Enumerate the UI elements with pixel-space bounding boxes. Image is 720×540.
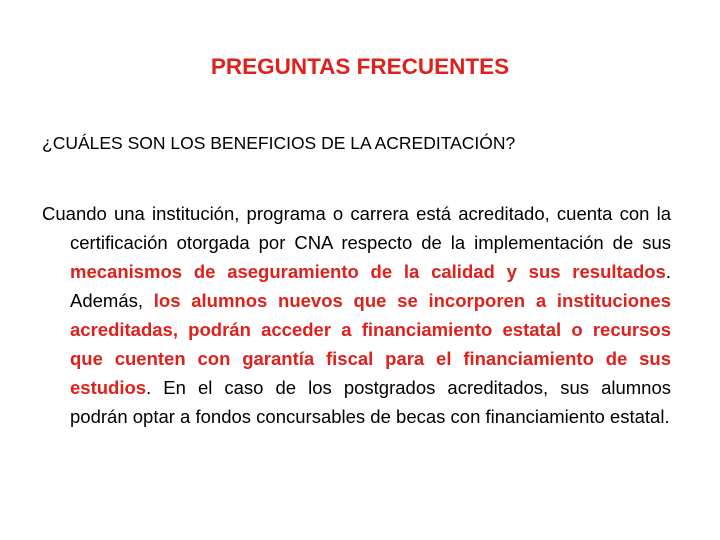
faq-question: ¿CUÁLES SON LOS BENEFICIOS DE LA ACREDITACIÓN? bbox=[42, 133, 516, 153]
answer-text-3: . En el caso de los postgrados acreditados, sus alumnos podrán optar a fondos concursables de becas con financiamiento estatal. bbox=[70, 377, 671, 427]
faq-answer bbox=[42, 199, 671, 431]
answer-text-1: Cuando una institución, programa o carrera está acreditado, cuenta con la certificación otorgada por CNA respecto de la implementación de sus bbox=[42, 203, 671, 253]
answer-text-2: . Además, bbox=[70, 261, 671, 311]
page-title: PREGUNTAS FRECUENTES bbox=[210, 54, 510, 79]
answer-highlight-2: los alumnos nuevos que se incorporen a instituciones acreditadas, podrán acceder a financiamiento estatal o recursos que cuenten con garantía fiscal para el financiamiento de sus estudios bbox=[70, 290, 671, 398]
answer-highlight-1: mecanismos de aseguramiento de la calidad y sus resultados bbox=[70, 261, 666, 282]
